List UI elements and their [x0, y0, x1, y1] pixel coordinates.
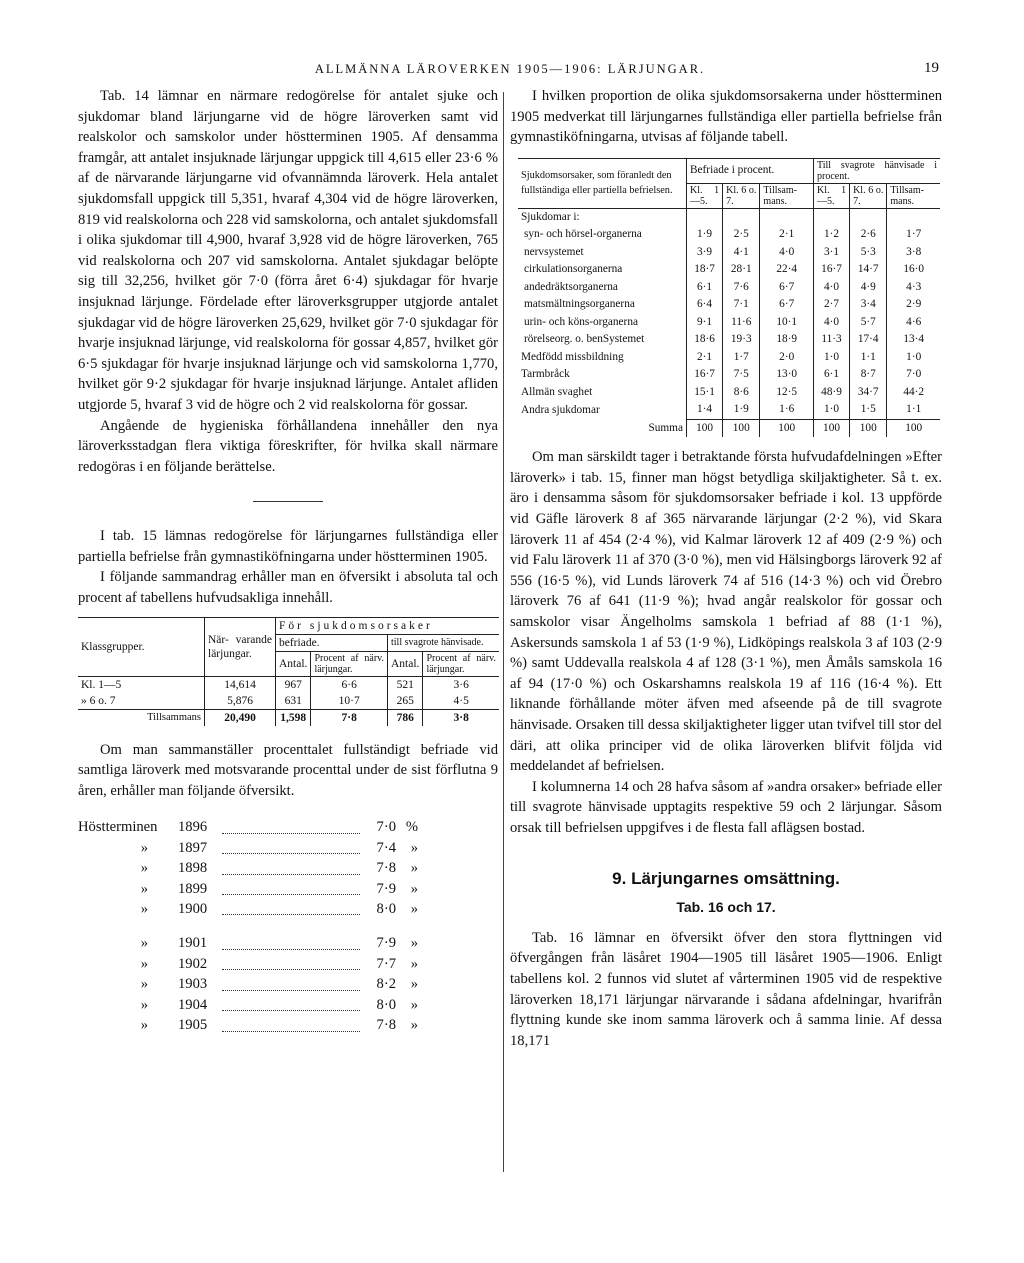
sick-row-value: 22·4	[760, 261, 814, 279]
sick-row-value: 1·1	[906, 403, 922, 416]
col-befriade-procent: Befriade i procent.	[687, 158, 814, 183]
paragraph-summary-intro: I följande sammandrag erhåller man en öfversikt i absoluta tal och procent af tabellens hufvudsakliga innehåll.	[78, 569, 498, 607]
paragraph-tab15: I tab. 15 lämnas redogörelse för lärjungarnes fullständiga eller partiella befrielse från gymnastiköfningarna under höstterminen 1905.	[78, 528, 498, 565]
sick-row-value: 4·0	[813, 279, 849, 297]
sick-row-label: Tarmbråck	[518, 366, 687, 384]
sick-row-value: 9·1	[687, 314, 723, 332]
col-narvarande: När- varande lärjungar.	[205, 617, 276, 676]
year-row-unit: »	[410, 1017, 418, 1034]
sick-row-value: 3·4	[850, 296, 887, 314]
sick-row-value: 16·7	[687, 366, 723, 384]
sick-row-label: syn- och hörsel-organerna	[518, 226, 687, 244]
year-row-year: 1903	[178, 976, 208, 993]
sick-group-label: Sjukdomar i:	[518, 208, 687, 226]
paragraph-differences: Om man särskildt tager i betraktande första hufvudafdelningen »Efter läroverk» i tab. 15, finner man högst betydliga skiljaktigheter. Så t. ex. äro i densamma såsom för sjukdomsorsaker befriade i kol. 13 uppförde vid Gäfle läroverk 8 af 365 närvarande lärjungar (2·2 %), vid Skara läroverk 11 af 454 (2·4 %), vid Kalmar läroverk 12 af 409 (2·9 %) och vid Falu läroverk 11 af 370 (3·0 %), men vid Hälsingborgs läroverk 92 af 556 (16·5 %), vid Lunds läroverk 74 af 516 (14·3 %) och vid Örebro läroverk 76 af 641 (11·9 %); hvad angår realskolor för gossar och samskolor visar Ängelholms samskola 1 befriad af 88 (1·1 %), Askersunds samskola 1 af 53 (1·9 %), Lidköpings realskola 3 af 103 (2·9 %) samt Uddevalla realskola 4 af 128 (3·1 %), men Åmåls samskola 16 af 94 (17·0 %) och Oskarshamns realskola 19 af 116 (16·4 %). Ett liknande förhållande möter äfven med afseende på de till svagrote hänvisade. Orsaken till dessa skiljaktigheter ligger utan tvifvel till stor del däri, att olika principer vid de olika läroverken blifvit följda vid meddelandet af befrielsen.	[510, 449, 942, 775]
sick-row-label: cirkulationsorganerna	[518, 261, 687, 279]
sick-row-value: 8·6	[723, 384, 760, 402]
leader-dots	[222, 894, 360, 895]
year-row-value: 8·2	[376, 976, 396, 993]
sick-row-label: andedräktsorganerna	[518, 279, 687, 297]
sick-row-value: 19·3	[723, 331, 760, 349]
right-column	[510, 86, 942, 1051]
sick-row-value: 4·0	[760, 244, 814, 262]
sick-row-value: 6·7	[760, 279, 814, 297]
year-row	[78, 995, 418, 1015]
col-group-sjukdomsorsaker: För sjukdomsorsaker	[276, 617, 500, 634]
sick-row-value: 17·4	[850, 331, 887, 349]
paragraph-hygiene: Angående de hygieniska förhållandena innehåller den nya läroverksstadgan flera viktiga föreskrifter, för hvilka skall närmare redogöras i en följande berättelse.	[78, 417, 498, 475]
year-row-value: 7·0	[376, 819, 396, 836]
sick-total-a: 100	[687, 419, 723, 437]
summary-row-bef-antal: 631	[276, 693, 311, 710]
sick-row-value: 2·1	[687, 349, 723, 367]
sick-row-value: 18·7	[687, 261, 723, 279]
sick-row-value: 1·7	[723, 349, 760, 367]
year-row-year: 1904	[178, 996, 208, 1013]
year-row-label: »	[140, 976, 148, 993]
year-list	[78, 817, 498, 1035]
leader-dots	[222, 949, 360, 950]
sick-row-value: 5·3	[850, 244, 887, 262]
summary-row-bef-proc: 10·7	[311, 693, 388, 710]
col-kl15-bef: Kl. 1—5.	[687, 183, 723, 208]
sick-row-value: 8·7	[850, 366, 887, 384]
summary-row-label: Kl. 1—5	[78, 676, 205, 693]
leader-dots	[222, 833, 360, 834]
year-row-unit: »	[410, 839, 418, 856]
sick-row-label: Allmän svaghet	[518, 384, 687, 402]
year-row-year: 1900	[178, 901, 208, 918]
sick-row	[518, 349, 940, 367]
year-row-unit: »	[410, 935, 418, 952]
col-kl67-bef: Kl. 6 o. 7.	[723, 183, 760, 208]
year-row-value: 7·9	[376, 935, 396, 952]
col-tills-bef: Tillsam- mans.	[760, 183, 814, 208]
sick-row-value: 5·7	[850, 314, 887, 332]
paragraph-years-intro: Om man sammanställer procenttalet fullständigt befriade vid samtliga läroverk med motsvarande procenttal under de sist förflutna 9 åren, erhåller man följande öfversikt.	[78, 741, 498, 799]
sick-row-value: 6·4	[687, 296, 723, 314]
sick-row-value: 1·9	[723, 401, 760, 419]
year-row	[78, 817, 418, 837]
year-row-year: 1898	[178, 860, 208, 877]
sick-row-value: 2·6	[850, 226, 887, 244]
sick-row-label: nervsystemet	[518, 244, 687, 262]
sick-row-value: 4·1	[723, 244, 760, 262]
year-row-label: Höstterminen	[78, 819, 158, 836]
sick-row-value: 1·5	[850, 401, 887, 419]
page-number: 19	[924, 60, 939, 76]
year-row-label: »	[140, 1017, 148, 1034]
paragraph-tab16: Tab. 16 lämnar en öfversikt öfver den stora flyttningen vid öfvergången från läsåret 1904—1905 till läsåret 1905—1906. Enligt tabellens kol. 2 funnos vid slutet af vårterminen 1905 vid de respektive läroverken 18,171 lärjungar närvarande i sådana afdelningar, hvarifrån flyttning kunde ske inom samma läroverk och å samma linie. Af dessa 18,171	[510, 929, 942, 1049]
sick-row-value: 18·9	[760, 331, 814, 349]
year-row-year: 1905	[178, 1017, 208, 1034]
sick-row-value: 13·0	[760, 366, 814, 384]
sick-row	[518, 296, 940, 314]
sick-row-label: matsmältningsorganerna	[518, 296, 687, 314]
sick-row-value: 34·7	[850, 384, 887, 402]
sick-row-value: 1·4	[687, 401, 723, 419]
sick-row-value: 6·1	[687, 279, 723, 297]
year-row	[78, 899, 418, 919]
sick-row-value: 1·0	[813, 349, 849, 367]
sick-row-value: 16·0	[903, 263, 925, 276]
year-row-label: »	[140, 880, 148, 897]
col-svagrote-procent: Till svagrote hänvisade i procent.	[813, 158, 940, 183]
leader-dots	[222, 969, 360, 970]
sick-total-c: 100	[760, 419, 814, 437]
sick-total-d: 100	[813, 419, 849, 437]
year-row-value: 7·4	[376, 839, 396, 856]
sick-row-value: 44·2	[903, 385, 925, 398]
year-row-label: »	[140, 901, 148, 918]
year-row-unit: »	[410, 976, 418, 993]
sick-row-value: 3·8	[906, 245, 922, 258]
sick-row-value: 1·2	[813, 226, 849, 244]
year-row-value: 8·0	[376, 996, 396, 1013]
year-row-year: 1896	[178, 819, 208, 836]
summary-total-bef-antal: 1,598	[276, 709, 311, 726]
year-row-unit: »	[410, 880, 418, 897]
year-row	[78, 933, 418, 953]
col-bef-procent: Procent af närv. lärjungar.	[311, 651, 388, 676]
sick-row-value: 1·7	[906, 228, 922, 241]
left-column	[78, 86, 498, 1036]
leader-dots	[222, 874, 360, 875]
sick-row-value: 1·0	[813, 401, 849, 419]
sick-row	[518, 331, 940, 349]
sick-total-label: Summa	[518, 419, 687, 437]
sick-row	[518, 314, 940, 332]
sick-row-value: 2·0	[760, 349, 814, 367]
sick-row-value: 4·3	[906, 280, 922, 293]
sick-row	[518, 401, 940, 419]
sick-row-value: 10·1	[760, 314, 814, 332]
sick-row-value: 1·1	[850, 349, 887, 367]
year-row-unit: »	[410, 860, 418, 877]
summary-row-bef-antal: 967	[276, 676, 311, 693]
col-kl67-sv: Kl. 6 o. 7.	[850, 183, 887, 208]
sick-row-value: 7·0	[906, 368, 922, 381]
sick-row-value: 16·7	[813, 261, 849, 279]
sickness-table	[518, 158, 940, 438]
year-row-value: 7·7	[376, 955, 396, 972]
year-row-value: 7·8	[376, 1017, 396, 1034]
year-row-year: 1901	[178, 935, 208, 952]
col-sv-antal: Antal.	[388, 651, 423, 676]
year-row-unit: »	[410, 955, 418, 972]
summary-row	[78, 676, 499, 693]
summary-total-narv: 20,490	[205, 709, 276, 726]
paragraph-tab14: Tab. 14 lämnar en närmare redogörelse för antalet sjuke och sjukdomar bland lärjungarne vid de högre läroverken samt vid realskolor och samskolor under höstterminen 1905. Af densamma framgår, att antalet insjuknade lärjungar uppgick till 4,615 eller 23·6 % af de närvarande lärjungarne vid ofvannämnda läroverk. Hela antalet sjukdomsfall uppgick till 5,351, hvaraf 4,304 vid de högre läroverken, 819 vid realskolorna och 228 vid samskolorna, och antalet sjukdomsfall i olika sjukdomar till 4,900, hvaraf 3,928 vid de högre läroverken, 765 vid realskolorna och 207 vid samskolorna. Antalet sjukdagar belöpte sig till 32,256, hvilket gör 7·0 (förra året 6·4) sjukdagar för hvarje insjuknad lärjunge. Fördelade efter läroverksgrupper utgjorde antalet sjukdagar vid de högre läroverken 25,629, hvilket gör 7·0 sjukdagar för hvarje insjuknad lärjunge, vid realskolorna för gossar 4,857, hvilket gör 6·5 sjukdagar för hvarje insjuknad lärjunge och vid samskolorna 1,770, hvilket gör 9·2 sjukdagar för hvarje insjuknad lärjunge. Antalet afliden utgjorde 5, hvaraf 3 vid de högre och 2 vid realskolorna för gossar.	[78, 88, 498, 413]
year-row-unit: %	[405, 819, 418, 836]
col-bef-antal: Antal.	[276, 651, 311, 676]
summary-total-sv-antal: 786	[388, 709, 423, 726]
sick-total-f: 100	[887, 419, 940, 437]
sick-total-e: 100	[850, 419, 887, 437]
sick-row	[518, 366, 940, 384]
leader-dots	[222, 1010, 360, 1011]
summary-row-sv-antal: 265	[388, 693, 423, 710]
sick-row-value: 1·6	[760, 401, 814, 419]
sick-row-value: 11·3	[813, 331, 849, 349]
sick-row-value: 18·6	[687, 331, 723, 349]
sick-row-value: 48·9	[813, 384, 849, 402]
sick-row-value: 12·5	[760, 384, 814, 402]
year-row-unit: »	[410, 901, 418, 918]
year-row-year: 1897	[178, 839, 208, 856]
year-row-year: 1902	[178, 955, 208, 972]
year-row-unit: »	[410, 996, 418, 1013]
leader-dots	[222, 1031, 360, 1032]
year-row-value: 7·8	[376, 860, 396, 877]
summary-row-narv: 5,876	[205, 693, 276, 710]
col-tills-sv: Tillsam- mans.	[887, 183, 940, 208]
year-row-label: »	[140, 955, 148, 972]
sick-row-label: Andra sjukdomar	[518, 401, 687, 419]
sick-row	[518, 279, 940, 297]
year-row	[78, 858, 418, 878]
year-row-label: »	[140, 935, 148, 952]
year-row-year: 1899	[178, 880, 208, 897]
sick-row-label: Medfödd missbildning	[518, 349, 687, 367]
year-row-label: »	[140, 839, 148, 856]
sick-row-value: 3·1	[813, 244, 849, 262]
sick-row	[518, 226, 940, 244]
sick-row-value: 7·6	[723, 279, 760, 297]
summary-row-label: » 6 o. 7	[78, 693, 205, 710]
year-row-value: 7·9	[376, 880, 396, 897]
sick-row-value: 1·9	[687, 226, 723, 244]
sick-row-value: 6·7	[760, 296, 814, 314]
section-heading: 9. Lärjungarnes omsättning.	[612, 868, 840, 888]
paragraph-proportion: I hvilken proportion de olika sjukdomsorsakerna under höstterminen 1905 medverkat till lärjungarnes fullständiga eller partiella befrielse från gymnastiköfningarna, utvisas af följande tabell.	[510, 88, 942, 146]
col-sjukdomsorsaker: Sjukdomsorsaker, som föranledt den fullständiga eller partiella befrielsen.	[518, 158, 687, 208]
sick-row	[518, 261, 940, 279]
sick-row-value: 7·1	[723, 296, 760, 314]
summary-row	[78, 693, 499, 710]
sick-row-value: 14·7	[850, 261, 887, 279]
year-row-value: 8·0	[376, 901, 396, 918]
year-row	[78, 879, 418, 899]
year-row	[78, 1015, 418, 1035]
sick-row-value: 15·1	[687, 384, 723, 402]
section-subheading: Tab. 16 och 17.	[676, 899, 776, 916]
sick-row-value: 1·0	[906, 350, 922, 363]
sick-row-value: 7·5	[723, 366, 760, 384]
paragraph-other-causes: I kolumnerna 14 och 28 hafva såsom af »andra orsaker» befriade eller till svagrote hänvisade upptagits respektive 59 och 2 lärjungar. Såsom orsak till befrielsen uppgifves i de flesta fall aflägsen bostad.	[510, 778, 942, 836]
year-row	[78, 838, 418, 858]
sick-row-value: 11·6	[723, 314, 760, 332]
summary-row-sv-proc: 3·6	[453, 678, 469, 691]
summary-table	[78, 617, 499, 726]
sick-row-value: 6·1	[813, 366, 849, 384]
summary-row-sv-proc: 4·5	[423, 693, 499, 710]
sick-row-label: rörelseorg. o. benSystemet	[518, 331, 687, 349]
sick-row	[518, 384, 940, 402]
col-svagrote: till svagrote hänvisade.	[388, 634, 500, 651]
sick-row-label: urin- och köns-organerna	[518, 314, 687, 332]
sick-row-value: 3·9	[687, 244, 723, 262]
sick-row-value: 4·6	[906, 315, 922, 328]
sick-row-value: 2·7	[813, 296, 849, 314]
summary-row-sv-antal: 521	[388, 676, 423, 693]
sick-row-value: 2·9	[906, 298, 922, 311]
leader-dots	[222, 853, 360, 854]
sick-row-value: 4·0	[813, 314, 849, 332]
summary-total-sv-proc: 3·8	[453, 711, 469, 724]
summary-row-bef-proc: 6·6	[311, 676, 388, 693]
sick-row	[518, 244, 940, 262]
col-befriade: befriade.	[276, 634, 388, 651]
col-kl15-sv: Kl. 1—5.	[813, 183, 849, 208]
sick-row-value: 4·9	[850, 279, 887, 297]
sick-total-b: 100	[723, 419, 760, 437]
col-sv-procent: Procent af närv. lärjungar.	[423, 651, 499, 676]
summary-total-bef-proc: 7·8	[311, 709, 388, 726]
column-divider	[503, 92, 504, 1172]
summary-row-narv: 14,614	[205, 676, 276, 693]
sick-row-value: 13·4	[903, 333, 925, 346]
col-klassgrupper: Klassgrupper.	[78, 617, 205, 676]
year-row	[78, 954, 418, 974]
year-row-label: »	[140, 860, 148, 877]
year-row-label: »	[140, 996, 148, 1013]
sick-row-value: 2·5	[723, 226, 760, 244]
running-title: ALLMÄNNA LÄROVERKEN 1905—1906: LÄRJUNGAR.	[314, 62, 706, 76]
leader-dots	[222, 990, 360, 991]
sick-row-value: 2·1	[760, 226, 814, 244]
summary-total-label: Tillsammans	[78, 709, 205, 726]
leader-dots	[222, 914, 360, 915]
year-row	[78, 974, 418, 994]
sick-row-value: 28·1	[723, 261, 760, 279]
